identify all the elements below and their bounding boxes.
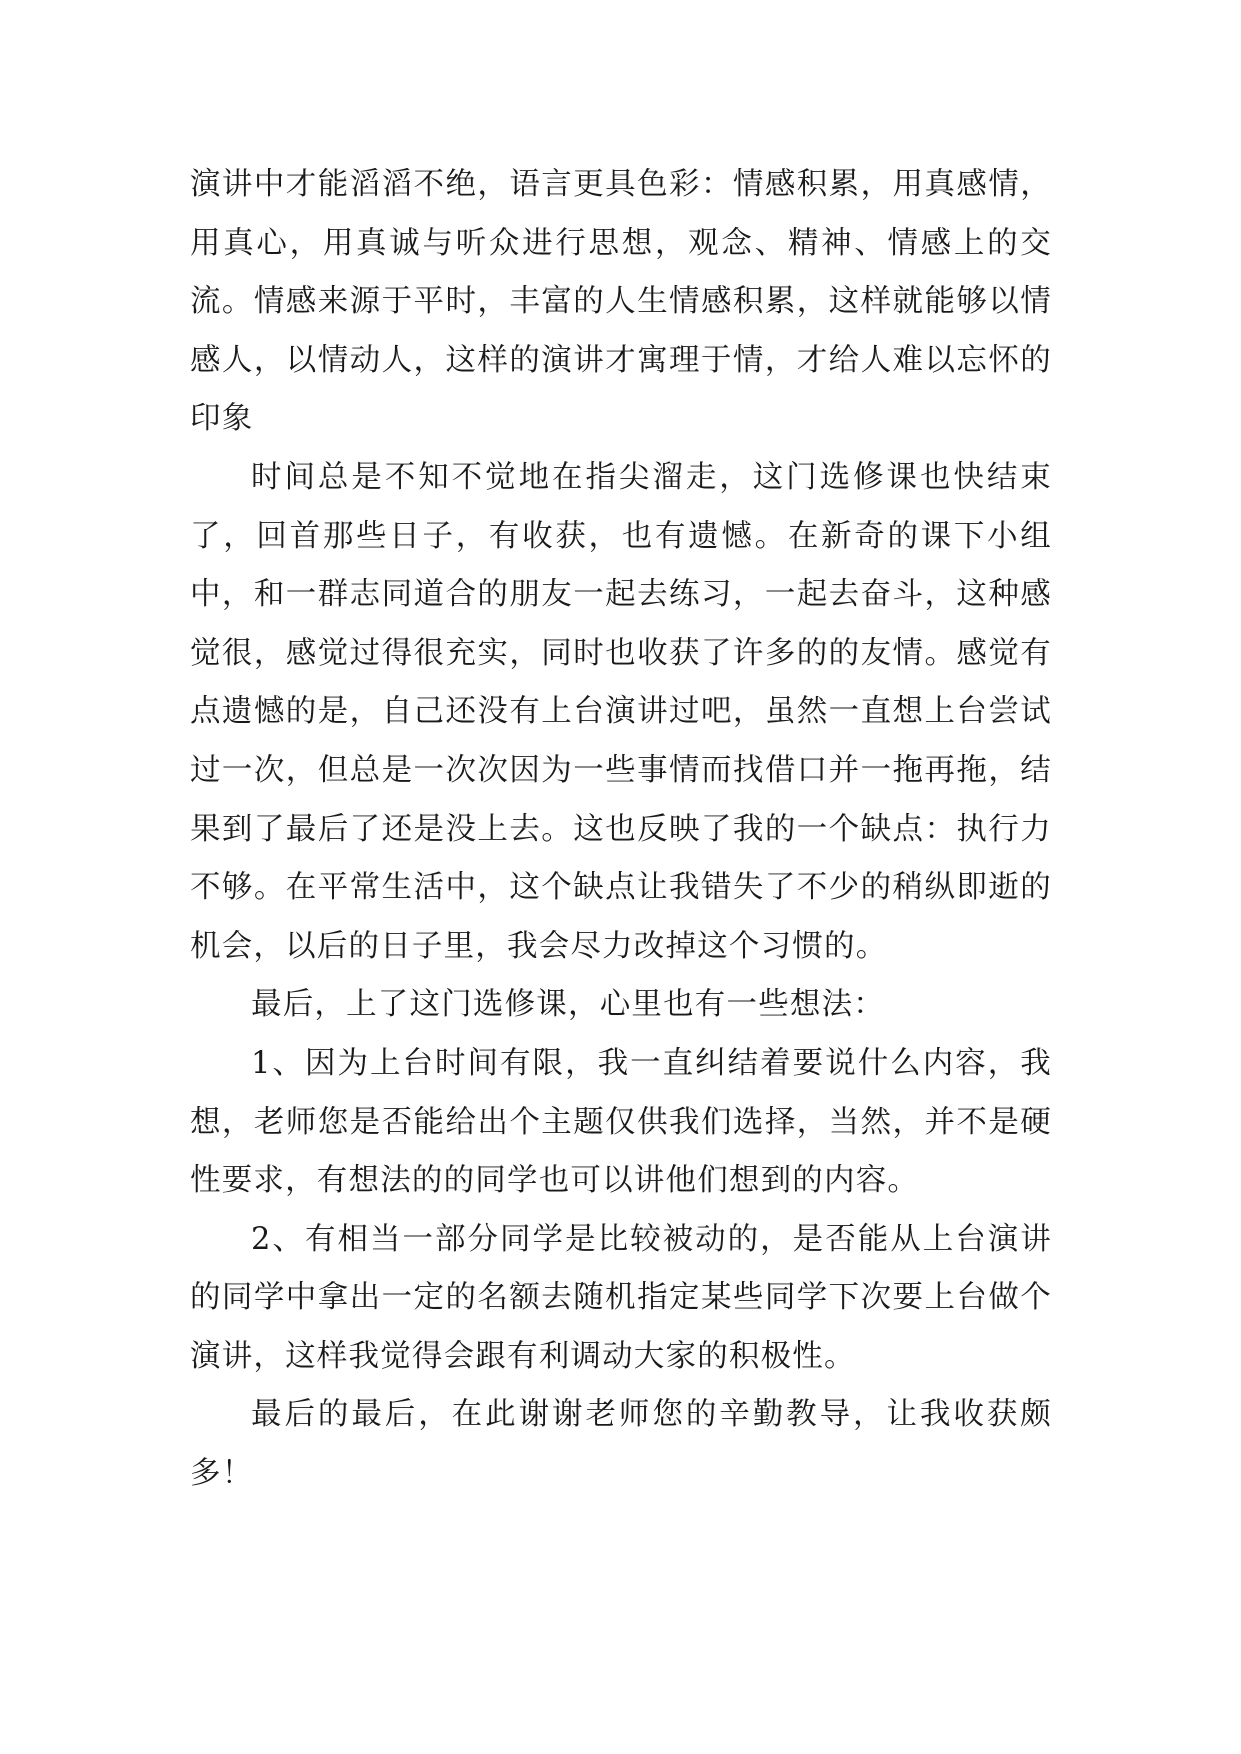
document-body (190, 156, 1052, 1504)
paragraph: 1、因为上台时间有限，我一直纠结着要说什么内容，我想，老师您是否能给出个主题仅供我们选择，当然，并不是硬性要求，有想法的的同学也可以讲他们想到的内容。 (190, 1045, 1052, 1199)
paragraph: 演讲中才能滔滔不绝，语言更具色彩：情感积累，用真感情，用真心，用真诚与听众进行思想，观念、精神、情感上的交流。情感来源于平时，丰富的人生情感积累，这样就能够以情感人，以情动人，这样的演讲才寓理于情，才给人难以忘怀的印象 (190, 167, 1052, 437)
paragraph: 最后的最后，在此谢谢老师您的辛勤教导，让我收获颇多！ (190, 1397, 1052, 1492)
paragraph: 2、有相当一部分同学是比较被动的，是否能从上台演讲的同学中拿出一定的名额去随机指定某些同学下次要上台做个演讲，这样我觉得会跟有利调动大家的积极性。 (190, 1221, 1052, 1374)
paragraph: 最后，上了这门选修课，心里也有一些想法： (251, 987, 885, 1023)
paragraph: 时间总是不知不觉地在指尖溜走，这门选修课也快结束了，回首那些日子，有收获，也有遗憾。在新奇的课下小组中，和一群志同道合的朋友一起去练习，一起去奋斗，这种感觉很，感觉过得很充实，同时也收获了许多的的友情。感觉有点遗憾的是，自己还没有上台演讲过吧，虽然一直想上台尝试过一次，但总是一次次因为一些事情而找借口并一拖再拖，结果到了最后了还是没上去。这也反映了我的一个缺点：执行力不够。在平常生活中，这个缺点让我错失了不少的稍纵即逝的机会，以后的日子里，我会尽力改掉这个习惯的。 (190, 459, 1052, 964)
